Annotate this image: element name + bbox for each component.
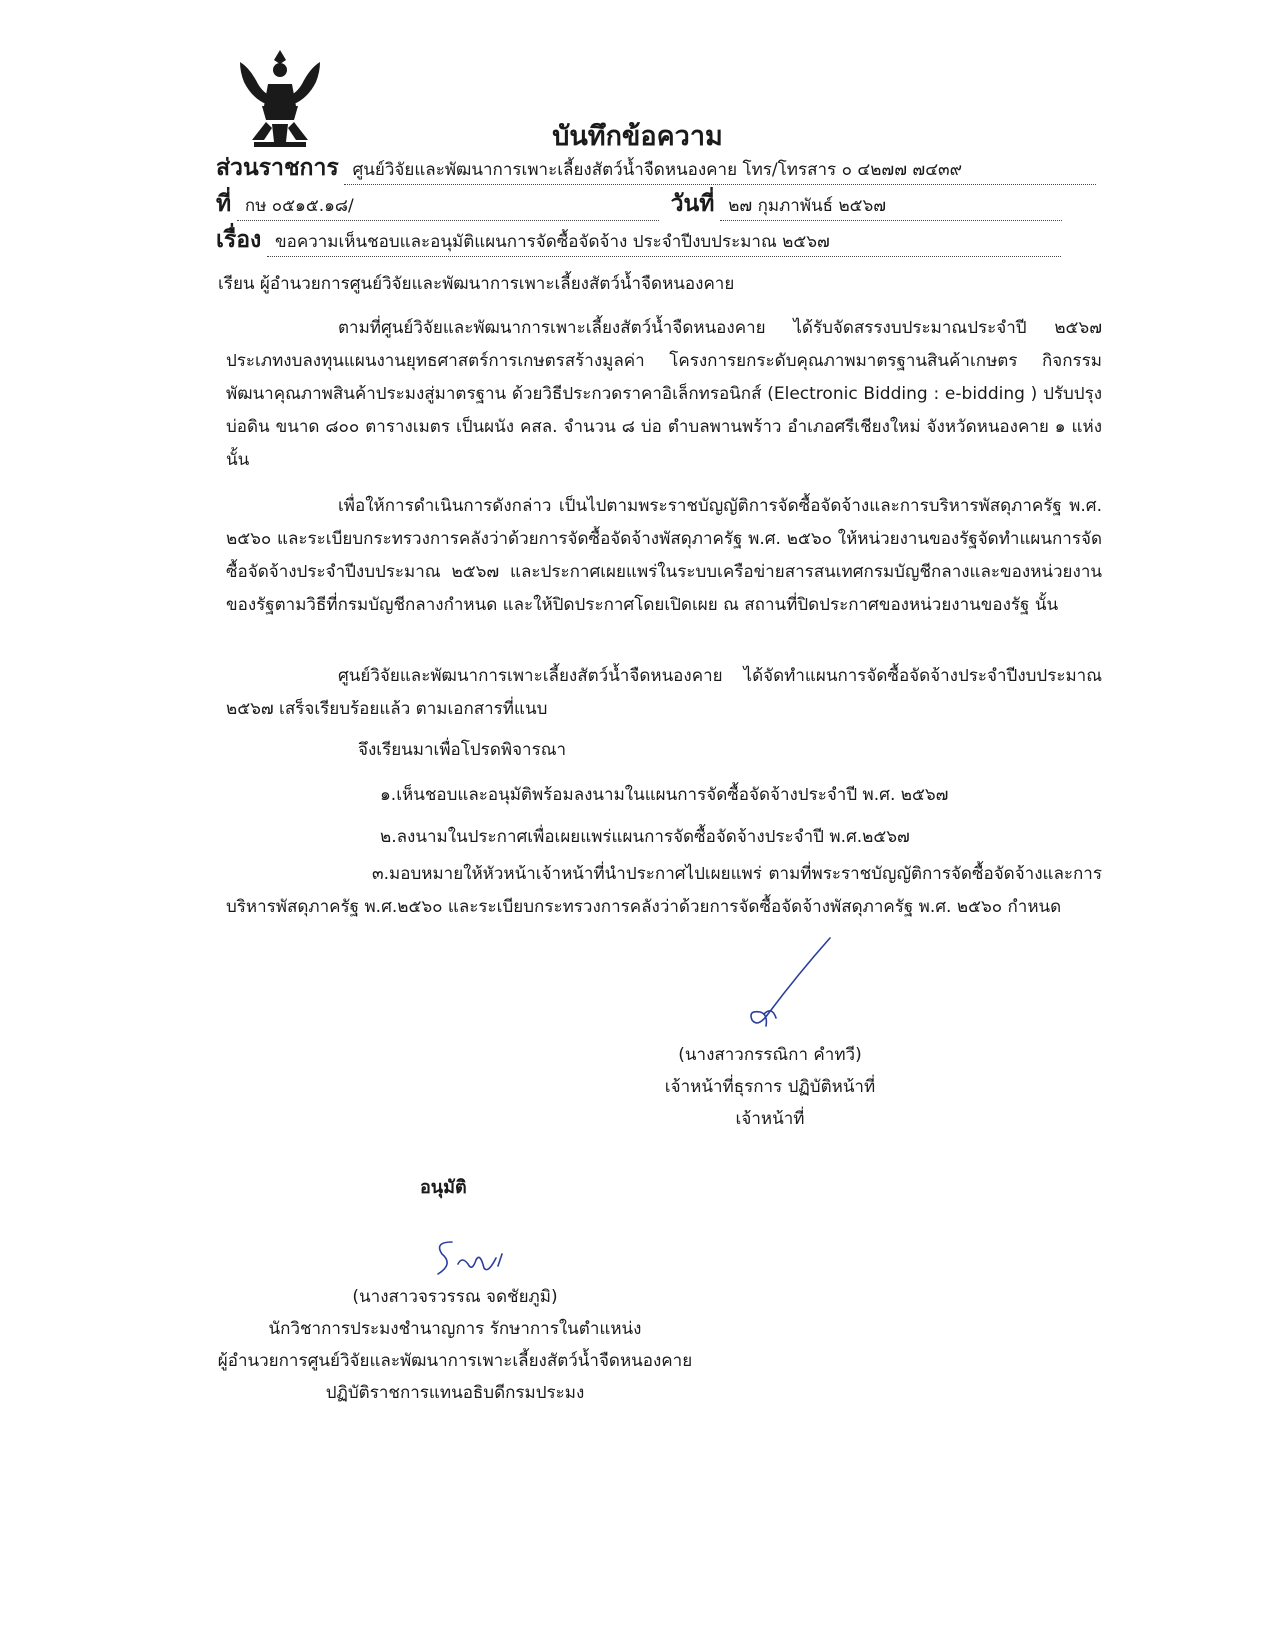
approver-name: (นางสาวจรวรรณ จดชัยภูมิ) [352, 1287, 558, 1307]
approver-line-3: ปฏิบัติราชการแทนอธิบดีกรมประมง [325, 1383, 585, 1403]
subject-label: เรื่อง [216, 227, 262, 253]
reference-row [216, 186, 1062, 222]
memo-title: บันทึกข้อความ [552, 121, 723, 152]
subject-row [216, 222, 1061, 258]
paragraph-3: ศูนย์วิจัยและพัฒนาการเพาะเลี้ยงสัตว์น้ำจืดหนองคาย ได้จัดทำแผนการจัดซื้อจัดจ้างประจำปีงบประมาณ ๒๕๖๗ เสร็จเรียบร้อยแล้ว ตามเอกสารที่แนบ [226, 666, 1102, 719]
paragraph-1: ตามที่ศูนย์วิจัยและพัฒนาการเพาะเลี้ยงสัตว์น้ำจืดหนองคาย ได้รับจัดสรรงบประมาณประจำปี ๒๕๖๗ ประเภทงบลงทุนแผนงานยุทธศาสตร์การเกษตรสร้างมูลค่า โครงการยกระดับคุณภาพมาตรฐานสินค้าเกษตร กิจกรรมพัฒนาคุณภาพสินค้าประมงสู่มาตรฐาน ด้วยวิธีประกวดราคาอิเล็กทรอนิกส์ (Electronic Bidding : e-bidding ) ปรับปรุงบ่อดิน ขนาด ๘๐๐ ตารางเมตร เป็นผนัง คสล. จำนวน ๘ บ่อ ตำบลพานพร้าว อำเภอศรีเชียงใหม่ จังหวัดหนองคาย ๑ แห่งนั้น [226, 318, 1102, 470]
signer-1-block [640, 1039, 900, 1135]
subject-value: ขอความเห็นชอบและอนุมัติแผนการจัดซื้อจัดจ้าง ประจำปีงบประมาณ ๒๕๖๗ [267, 228, 1061, 257]
approver-block [200, 1281, 710, 1409]
signer-1-name: (นางสาวกรรณิกา คำทวี) [678, 1045, 862, 1065]
agency-label: ส่วนราชการ [216, 155, 339, 181]
reference-value: กษ ๐๕๑๕.๑๘/ [237, 192, 659, 221]
reference-label: ที่ [216, 191, 232, 217]
signer-1-role: เจ้าหน้าที่ [735, 1109, 805, 1129]
signer-1-position: เจ้าหน้าที่ธุรการ ปฏิบัติหน้าที่ [664, 1077, 876, 1097]
paragraph-3-block [226, 660, 1102, 726]
item-3: ๓.มอบหมายให้หัวหน้าเจ้าหน้าที่นำประกาศไปเผยแพร่ ตามที่พระราชบัญญัติการจัดซื้อจัดจ้างและการบริหารพัสดุภาครัฐ พ.ศ.๒๕๖๐ และระเบียบกระทรวงการคลังว่าด้วยการจัดซื้อจัดจ้างพัสดุภาครัฐ พ.ศ. ๒๕๖๐ กำหนด [226, 864, 1102, 917]
agency-row [216, 150, 1096, 186]
salutation: เรียน ผู้อำนวยการศูนย์วิจัยและพัฒนาการเพาะเลี้ยงสัตว์น้ำจืดหนองคาย [218, 274, 735, 294]
paragraph-1-block [226, 312, 1102, 477]
date-label: วันที่ [670, 191, 715, 217]
approver-line-1: นักวิชาการประมงชำนาญการ รักษาการในตำแหน่ง [268, 1319, 642, 1339]
item-3-block [226, 858, 1102, 924]
approval-label: อนุมัติ [420, 1177, 467, 1198]
signature-1-icon [738, 934, 848, 1034]
paragraph-2-block [226, 490, 1102, 622]
date-value: ๒๗ กุมภาพันธ์ ๒๕๖๗ [720, 192, 1062, 221]
item-1: ๑.เห็นชอบและอนุมัติพร้อมลงนามในแผนการจัดซื้อจัดจ้างประจำปี พ.ศ. ๒๕๖๗ [380, 785, 949, 805]
paragraph-2: เพื่อให้การดำเนินการดังกล่าว เป็นไปตามพระราชบัญญัติการจัดซื้อจัดจ้างและการบริหารพัสดุภาครัฐ พ.ศ. ๒๕๖๐ และระเบียบกระทรวงการคลังว่าด้วยการจัดซื้อจัดจ้างพัสดุภาครัฐ พ.ศ. ๒๕๖๐ ให้หน่วยงานของรัฐจัดทำแผนการจัดซื้อจัดจ้างประจำปีงบประมาณ ๒๕๖๗ และประกาศเผยแพร่ในระบบเครือข่ายสารสนเทศกรมบัญชีกลางและของหน่วยงานของรัฐตามวิธีที่กรมบัญชีกลางกำหนด และให้ปิดประกาศโดยเปิดเผย ณ สถานที่ปิดประกาศของหน่วยงานของรัฐ นั้น [226, 496, 1102, 615]
agency-value: ศูนย์วิจัยและพัฒนาการเพาะเลี้ยงสัตว์น้ำจืดหนองคาย โทร/โทรสาร ๐ ๔๒๗๗ ๗๔๓๙ [344, 156, 1096, 185]
request-line: จึงเรียนมาเพื่อโปรดพิจารณา [358, 740, 567, 760]
approver-line-2: ผู้อำนวยการศูนย์วิจัยและพัฒนาการเพาะเลี้ยงสัตว์น้ำจืดหนองคาย [217, 1351, 693, 1371]
signature-2-icon [428, 1234, 538, 1282]
item-2: ๒.ลงนามในประกาศเพื่อเผยแพร่แผนการจัดซื้อจัดจ้างประจำปี พ.ศ.๒๕๖๗ [380, 827, 910, 847]
